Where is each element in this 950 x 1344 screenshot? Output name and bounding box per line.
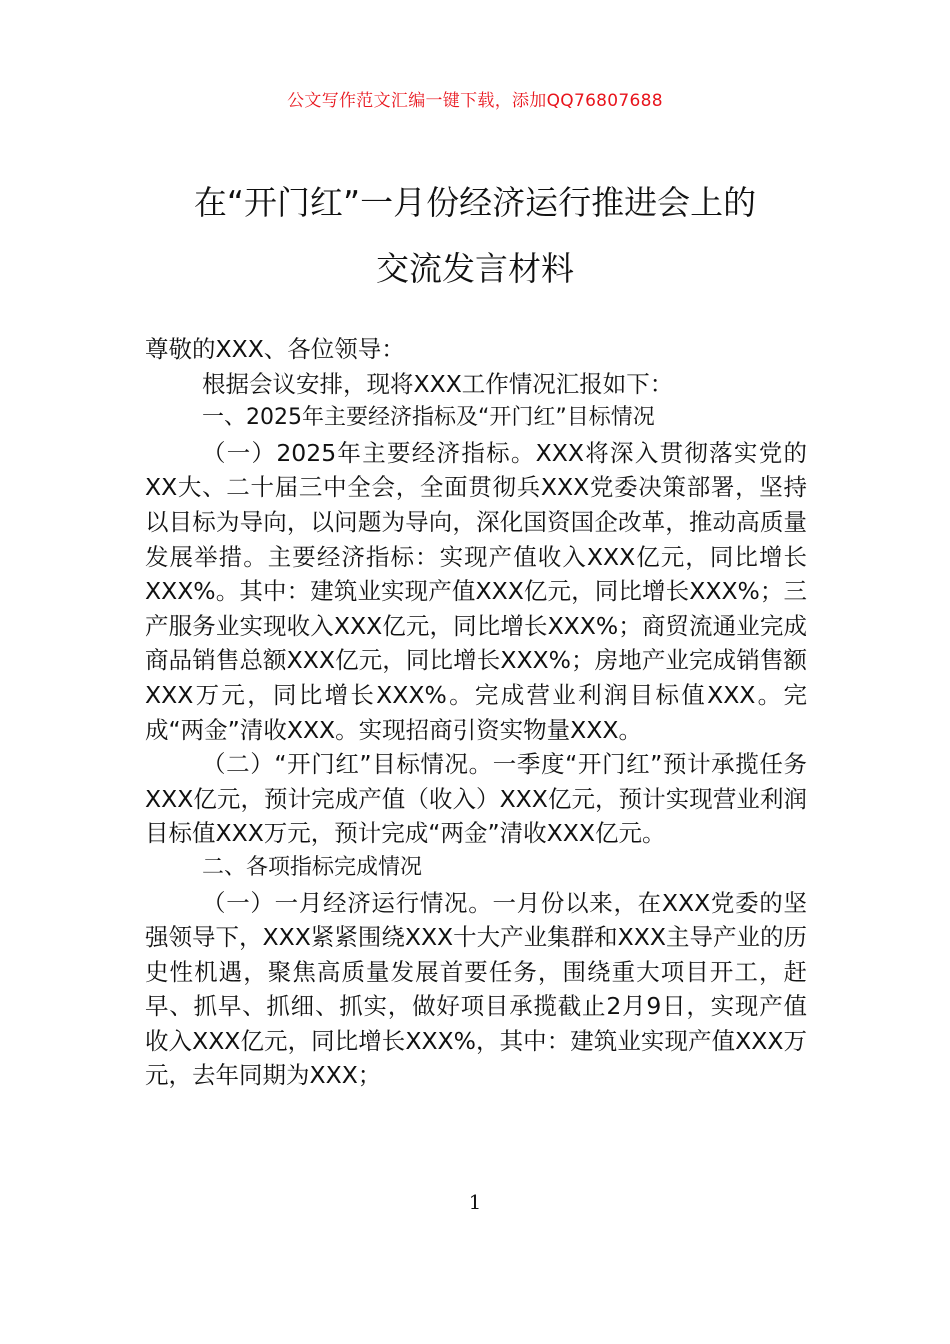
watermark-ad-text: 公文写作范文汇编一键下载，添加QQ76807688 (287, 91, 663, 111)
title-line-1: 在“开门红”一月份经济运行推进会上的 (193, 183, 757, 222)
document-body (145, 332, 807, 1093)
section-2-heading: 二、各项指标完成情况 (202, 854, 423, 880)
document-title (130, 170, 820, 302)
section-1-paragraph-1: （一）2025年主要经济指标。XXX将深入贯彻落实党的XX大、二十届三中全会，全面贯彻兵XXX党委决策部署，坚持以目标为导向，以问题为导向，深化国资国企改革，推动高质量发展举措。主要经济指标：实现产值收入XXX亿元，同比增长XXX%。其中：建筑业实现产值XXX亿元，同比增长XXX%；三产服务业实现收入XXX亿元，同比增长XXX%；商贸流通业完成商品销售总额XXX亿元，同比增长XXX%；房地产业完成销售额XXX万元，同比增长XXX%。完成营业利润目标值XXX。完成“两金”清收XXX。实现招商引资实物量XXX。 (145, 438, 807, 744)
page-number: 1 (468, 1190, 482, 1214)
section-1-paragraph-2: （二）“开门红”目标情况。一季度“开门红”预计承揽任务XXX亿元，预计完成产值（收入）XXX亿元，预计实现营业利润目标值XXX万元，预计完成“两金”清收XXX亿元。 (145, 750, 807, 848)
salutation: 尊敬的XXX、各位领导： (145, 335, 405, 363)
section-1-heading: 一、2025年主要经济指标及“开门红”目标情况 (202, 405, 655, 431)
section-2-paragraph-1: （一）一月经济运行情况。一月份以来，在XXX党委的坚强领导下，XXX紧紧围绕XXX十大产业集群和XXX主导产业的历史性机遇，聚焦高质量发展首要任务，围绕重大项目开工，赶早、抓早、抓细、抓实，做好项目承揽截止2月9日，实现产值收入XXX亿元，同比增长XXX%，其中：建筑业实现产值XXX万元，去年同期为XXX； (145, 888, 807, 1090)
title-line-2: 交流发言材料 (376, 249, 574, 288)
intro-paragraph: 根据会议安排，现将XXX工作情况汇报如下： (202, 369, 674, 398)
